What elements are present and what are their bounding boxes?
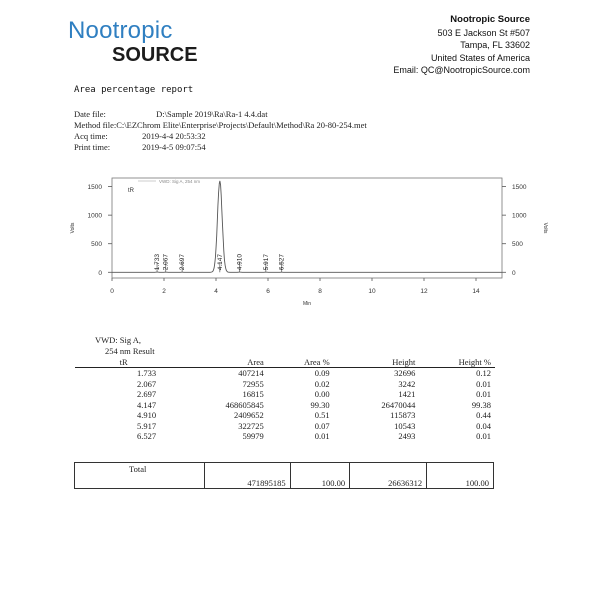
cell-area: 72955 [242,378,264,389]
x-tick-label: 14 [472,288,480,295]
x-tick-label: 0 [110,288,114,295]
y-tick-label: 500 [91,241,102,249]
date-file-row [74,109,367,120]
table-row [75,400,495,411]
peak-label: 4.147 [216,254,224,271]
cell-area-pct: 99.30 [310,399,330,410]
plot-frame [112,178,502,278]
x-axis-label: Min [302,301,312,307]
table-row [75,421,495,432]
y-tick-label-right: 1500 [512,184,527,192]
y-axis-label-right: Volts [542,222,548,234]
print-time-value: 2019-4-5 09:07:54 [142,142,206,152]
cell-area-pct: 0.02 [314,378,330,389]
company-logo [68,18,198,66]
cell-height-pct: 0.44 [476,410,491,420]
cell-area: 59979 [242,431,264,441]
cell-height: 26470044 [381,399,416,410]
results-heading [95,335,155,357]
y-tick-label-right: 500 [512,241,523,249]
cell-height: 1421 [398,389,416,399]
y-tick-label-right: 0 [512,269,516,277]
cell-height-pct: 0.01 [476,378,491,389]
cell-height: 10543 [394,420,416,431]
cell-area-pct: 0.07 [314,420,330,431]
cell-height-pct: 0.04 [476,420,491,431]
peak-label: 5.917 [262,254,270,271]
signal-label: VWD: Sig A, [95,335,142,345]
print-time-row [74,142,367,153]
y-tick-label-right: 1000 [512,212,527,220]
y-axis-label: Volts [70,222,76,234]
col-header-area-pct: Area % [268,357,334,368]
logo-wordmark-bottom: SOURCE [112,44,198,66]
method-file-label: Method file: [74,120,117,130]
cell-height-pct: 0.01 [476,431,491,441]
cell-height-pct: 0.01 [476,389,491,399]
report-title: Area percentage report [74,85,194,95]
x-tick-label: 2 [162,288,166,295]
results-header-row [75,357,495,368]
cell-area: 468605845 [225,399,264,410]
cell-height-pct: 0.12 [476,368,491,378]
table-row [75,389,495,400]
total-area: 471895185 [205,463,291,489]
cell-area: 2409652 [233,410,264,420]
cell-height: 2493 [398,431,416,441]
total-area-pct: 100.00 [290,463,349,489]
cell-height-pct: 99.38 [471,399,491,410]
cell-area-pct: 0.01 [314,431,330,441]
cell-tr: 4.910 [137,410,157,420]
cell-height: 32696 [394,368,416,378]
total-row [75,463,494,489]
cell-height: 3242 [398,378,416,389]
total-height: 26636312 [350,463,427,489]
peak-label: 2.697 [179,254,187,271]
cell-tr: 1.733 [137,368,157,378]
cell-tr: 6.527 [137,431,157,441]
x-tick-label: 10 [368,288,376,295]
cell-area-pct: 0.09 [314,368,330,378]
legend-text: VWD: Sig A, 254 nm [159,179,201,184]
cell-area-pct: 0.51 [314,410,330,420]
table-row [75,379,495,390]
date-file-value: D:\Sample 2019\Ra\Ra-1 4.4.dat [156,109,268,119]
x-tick-label: 4 [214,288,218,295]
acq-time-row [74,131,367,142]
x-tick-label: 6 [266,288,270,295]
cell-area: 16815 [242,389,264,399]
col-header-area: Area [172,357,267,368]
cell-tr: 5.917 [137,420,157,431]
cell-area: 322725 [238,420,264,431]
total-table [74,462,494,489]
print-time-label: Print time: [74,142,111,152]
company-address [393,14,530,77]
chromatogram-svg [60,170,560,315]
peak-label: 2.067 [162,254,170,271]
chromatogram-chart [60,170,560,315]
y-tick-label: 1000 [87,212,102,220]
table-row [75,410,495,421]
address-line: United States of America [430,52,530,63]
peak-label: 4.910 [236,254,244,271]
address-line: Tampa, FL 33602 [460,40,530,50]
peak-label: 6.527 [278,254,286,271]
method-file-value: C:\EZChrom Elite\Enterprise\Projects\Default\Method\Ra 20-80-254.met [116,120,367,130]
table-row [75,368,495,379]
cell-tr: 4.147 [137,399,157,410]
y-tick-label: 0 [98,269,102,277]
signal-trace [112,181,502,272]
col-header-height: Height [334,357,420,368]
method-file-row [74,120,367,131]
x-tick-label: 12 [420,288,428,295]
address-line: 503 E Jackson St #507 [437,27,530,38]
result-label: 254 nm Result [105,346,155,356]
company-name: Nootropic Source [450,14,530,25]
acq-time-label: Acq time: [74,131,108,141]
col-header-height-pct: Height % [419,357,495,368]
cell-area-pct: 0.00 [314,389,330,399]
table-row [75,431,495,442]
peak-label: 1.733 [154,254,162,271]
date-file-label: Date file: [74,109,106,119]
logo-wordmark-top: Nootropic [68,17,173,44]
total-height-pct: 100.00 [427,463,494,489]
report-metadata [74,109,367,153]
cell-height: 115873 [390,410,416,420]
contact-email: Email: QC@NootropicSource.com [393,65,530,75]
acq-time-value: 2019-4-4 20:53:32 [142,131,206,141]
x-tick-label: 8 [318,288,322,295]
series-label: tR [128,188,134,194]
cell-tr: 2.697 [137,389,157,399]
total-label: Total [75,463,205,489]
col-header-tr: tR [75,357,172,368]
cell-tr: 2.067 [137,378,157,389]
cell-area: 407214 [238,368,264,378]
results-table [75,357,495,442]
y-tick-label: 1500 [87,184,102,192]
